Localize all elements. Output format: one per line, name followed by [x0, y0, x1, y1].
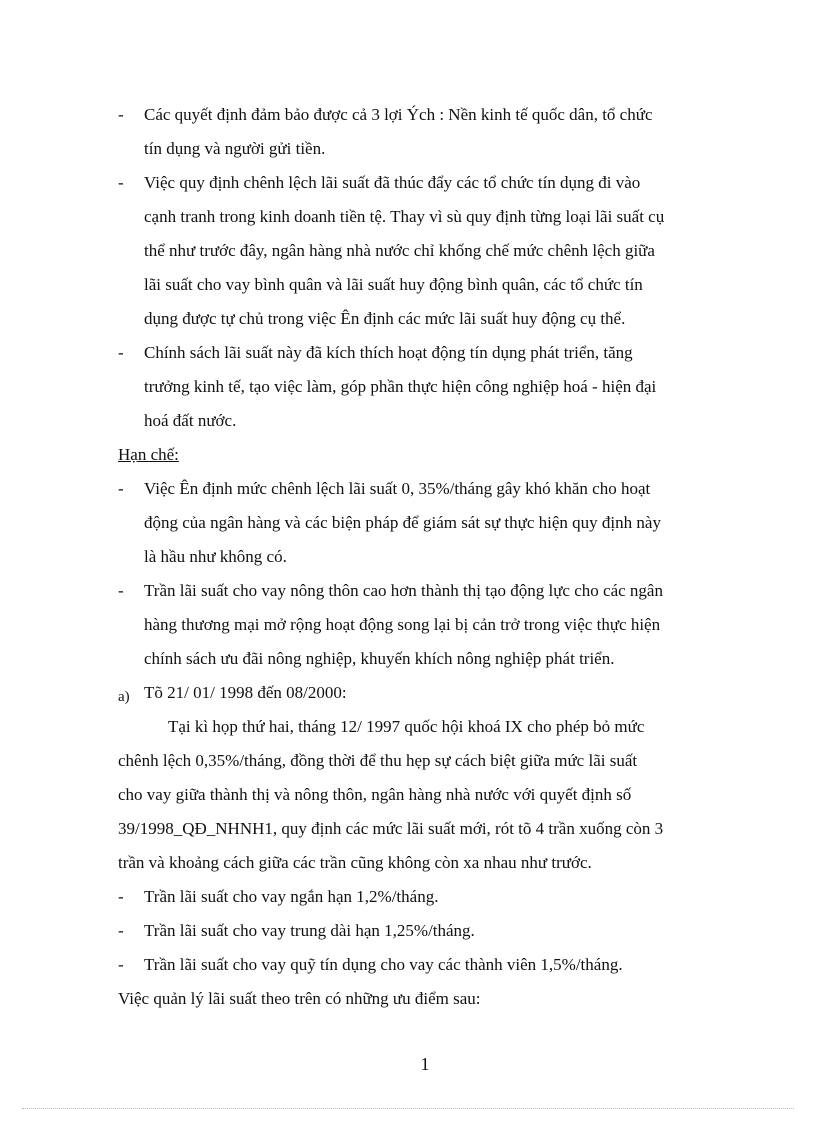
bullet-item	[118, 166, 720, 336]
bullet-item	[118, 472, 720, 574]
text-line: là hầu như không có.	[144, 547, 287, 566]
bullet-dash: -	[118, 105, 124, 124]
text-line: Trần lãi suất cho vay nông thôn cao hơn thành thị tạo động lực cho các ngân	[144, 581, 663, 600]
bullet-item	[118, 880, 720, 914]
bullet-item	[118, 948, 720, 982]
bullet-item	[118, 574, 720, 676]
bullet-item	[118, 336, 720, 438]
text-line: Trần lãi suất cho vay ngắn hạn 1,2%/tháng.	[144, 887, 439, 906]
text-line: Tại kì họp thứ hai, tháng 12/ 1997 quốc hội khoá IX cho phép bỏ mức	[168, 717, 645, 736]
bullet-dash: -	[118, 479, 124, 498]
bullet-dash: -	[118, 173, 124, 192]
bullet-dash: -	[118, 955, 124, 974]
text-line: Trần lãi suất cho vay trung dài hạn 1,25%/tháng.	[144, 921, 475, 940]
document-body	[118, 98, 720, 1016]
text-line: thể như trước đây, ngân hàng nhà nước chỉ khống chế mức chênh lệch giữa	[144, 241, 655, 260]
bullet-dash: -	[118, 887, 124, 906]
text-line: cho vay giữa thành thị và nông thôn, ngân hàng nhà nước với quyết định số	[118, 785, 632, 804]
text-line: hoá đất nước.	[144, 411, 237, 430]
section-a-heading	[118, 676, 720, 710]
bullet-dash: -	[118, 581, 124, 600]
text-line: Trần lãi suất cho vay quỹ tín dụng cho vay các thành viên 1,5%/tháng.	[144, 955, 623, 974]
text-line: cạnh tranh trong kinh doanh tiền tệ. Thay vì sù quy định từng loại lãi suất cụ	[144, 207, 665, 226]
bullet-dash: -	[118, 921, 124, 940]
text-line: Việc quy định chênh lệch lãi suất đã thúc đẩy các tổ chức tín dụng đi vào	[144, 173, 641, 192]
text-line: động của ngân hàng và các biện pháp để giám sát sự thực hiện quy định này	[144, 513, 661, 532]
text-line: chính sách ưu đãi nông nghiệp, khuyến khích nông nghiệp phát triển.	[144, 649, 615, 668]
text-line: trần và khoảng cách giữa các trần cũng không còn xa nhau như trước.	[118, 853, 592, 872]
text-line: chênh lệch 0,35%/tháng, đồng thời để thu hẹp sự cách biệt giữa mức lãi suất	[118, 751, 638, 770]
text-line: lãi suất cho vay bình quân và lãi suất huy động bình quân, các tổ chức tín	[144, 275, 643, 294]
text-line: 39/1998_QĐ_NHNH1, quy định các mức lãi suất mới, rót tõ 4 trần xuống còn 3	[118, 819, 664, 838]
section-marker: a)	[118, 689, 130, 705]
text-line: Việc Ên định mức chênh lệch lãi suất 0, 35%/tháng gây khó khăn cho hoạt	[144, 479, 651, 498]
text-line: dụng được tự chủ trong việc Ên định các mức lãi suất huy động cụ thể.	[144, 309, 626, 328]
section-title: Tõ 21/ 01/ 1998 đến 08/2000:	[144, 683, 347, 702]
text-line: Các quyết định đảm bảo được cả 3 lợi Ých : Nền kinh tế quốc dân, tổ chức	[144, 105, 653, 124]
bullet-item	[118, 98, 720, 166]
text-line: Chính sách lãi suất này đã kích thích hoạt động tín dụng phát triển, tăng	[144, 343, 633, 362]
closing-line: Việc quản lý lãi suất theo trên có những ưu điểm sau:	[118, 989, 481, 1008]
text-line: trưởng kinh tế, tạo việc làm, góp phần thực hiện công nghiệp hoá - hiện đại	[144, 377, 657, 396]
page-number: 1	[420, 1054, 430, 1074]
footer-divider	[22, 1108, 794, 1109]
text-line: tín dụng và người gửi tiền.	[144, 139, 326, 158]
limits-heading: Hạn chế:	[118, 445, 179, 464]
text-line: hàng thương mại mở rộng hoạt động song lại bị cản trở trong việc thực hiện	[144, 615, 661, 634]
bullet-item	[118, 914, 720, 948]
bullet-dash: -	[118, 343, 124, 362]
body-paragraph	[118, 710, 720, 880]
